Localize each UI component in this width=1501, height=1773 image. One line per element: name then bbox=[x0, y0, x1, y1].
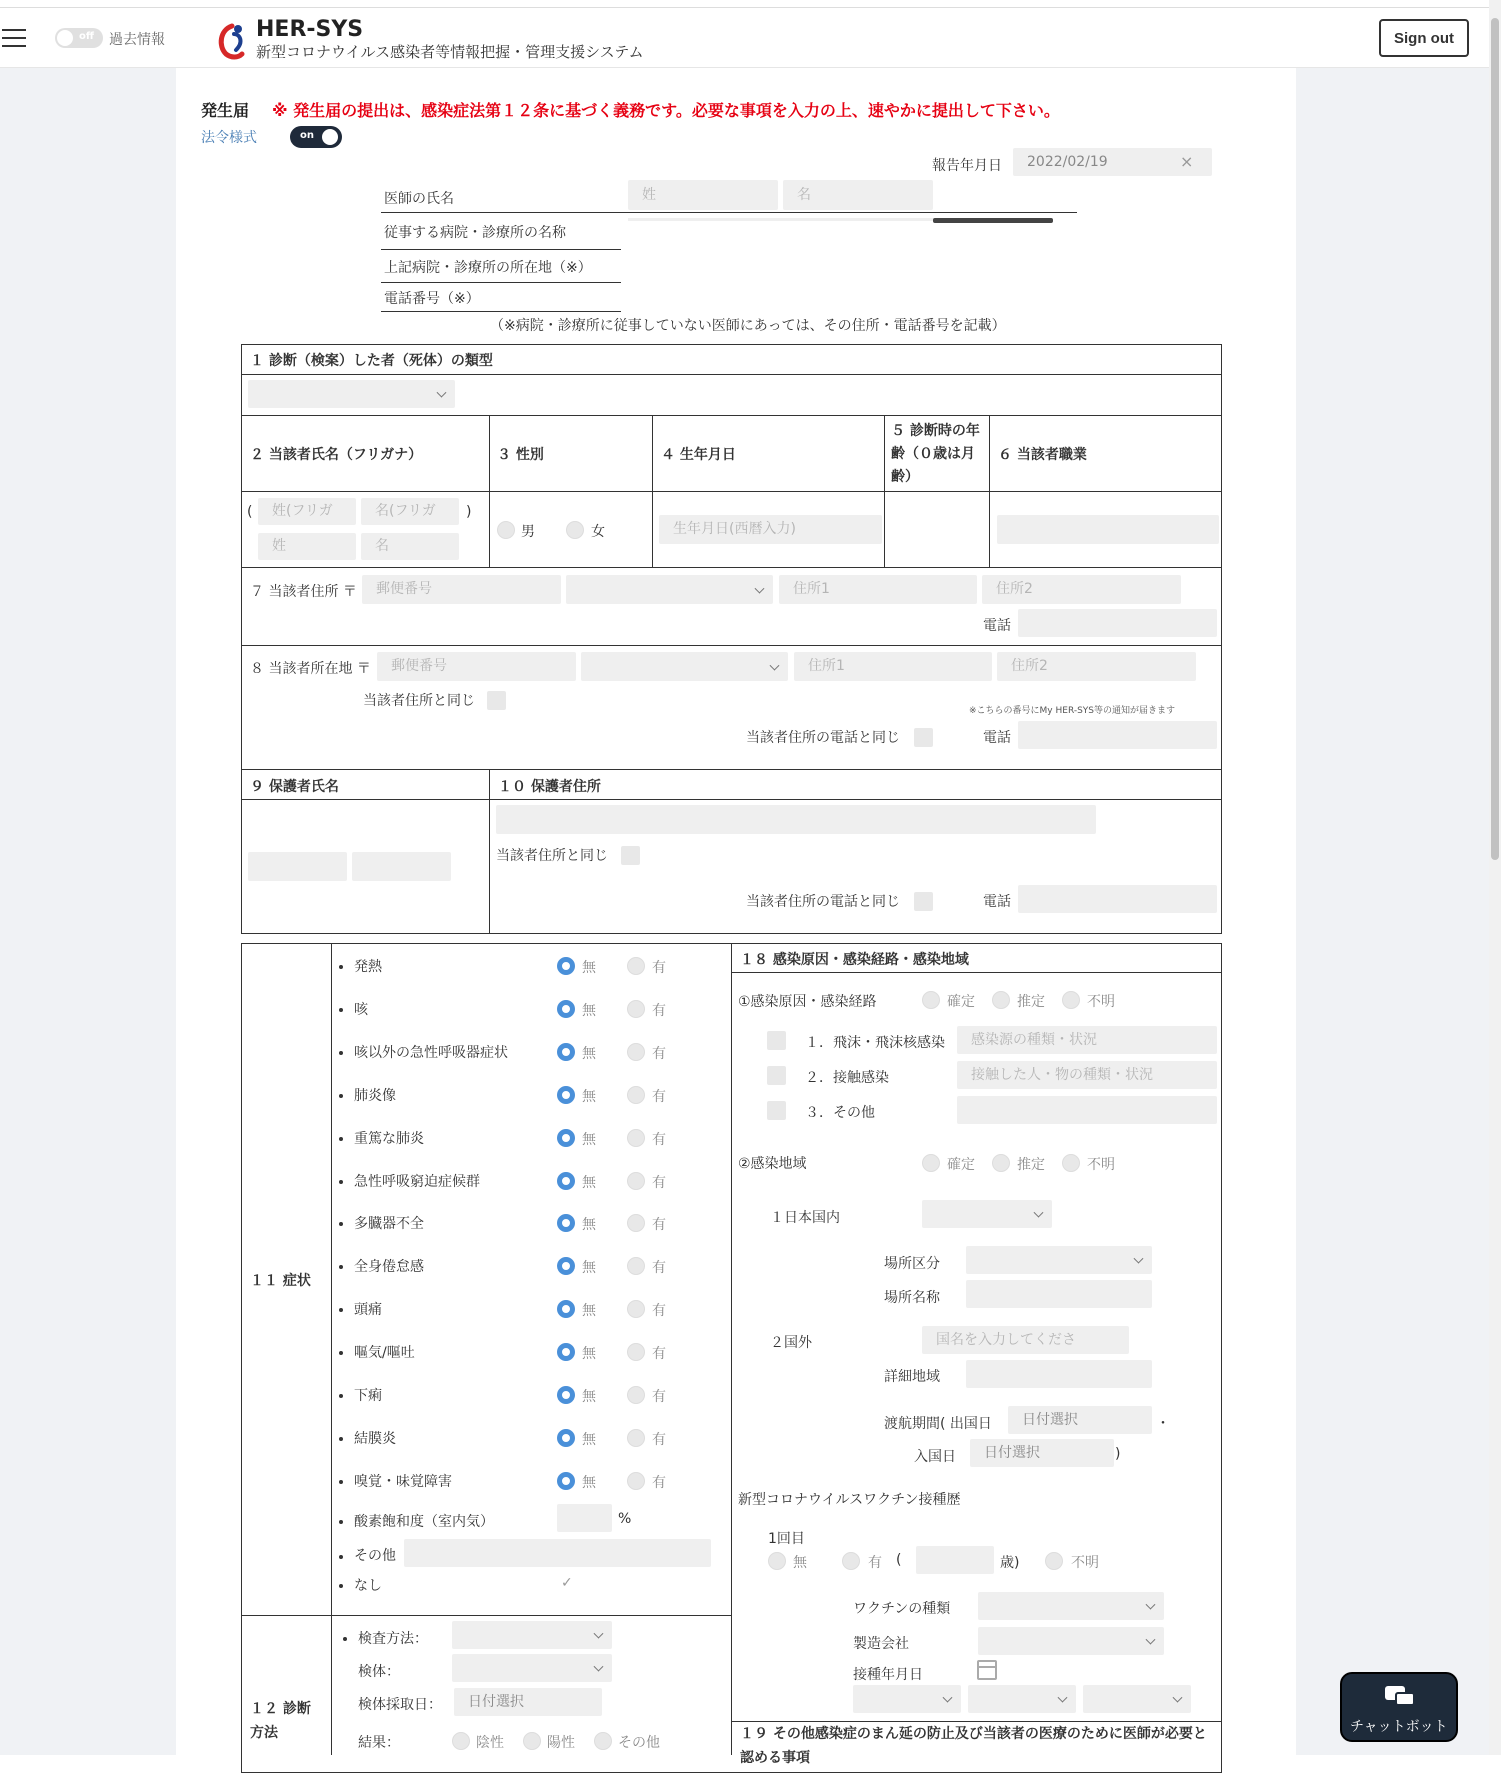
symptom-yes-label: 有 bbox=[652, 1003, 666, 1019]
first-dose-label: 1回目 bbox=[768, 1531, 805, 1547]
symptom-yes-label: 有 bbox=[652, 1260, 666, 1276]
toggle-off-label: off bbox=[79, 31, 94, 42]
form-title: 発生届 bbox=[201, 101, 250, 120]
overseas-label: ２国外 bbox=[770, 1335, 812, 1351]
infection-title: １８ 感染原因・感染経路・感染地域 bbox=[740, 952, 969, 968]
place-type-select[interactable] bbox=[966, 1246, 1152, 1274]
symptom-yes-radio[interactable] bbox=[627, 1000, 645, 1018]
symptom-yes-radio[interactable] bbox=[627, 1172, 645, 1190]
symptom-none-radio[interactable] bbox=[557, 957, 575, 975]
diagnosis-title: １２ 診断方法 bbox=[250, 1701, 311, 1741]
manufacturer-label: 製造会社 bbox=[853, 1636, 909, 1652]
specimen-label: 検体： bbox=[358, 1664, 400, 1680]
result-negative-radio[interactable] bbox=[452, 1732, 470, 1750]
past-info-label: 過去情報 bbox=[109, 32, 165, 48]
symptom-yes-radio[interactable] bbox=[627, 1129, 645, 1147]
route-estimated-radio[interactable] bbox=[992, 991, 1010, 1009]
vaccine-unknown-radio[interactable] bbox=[1045, 1552, 1063, 1570]
vaccine-age-suffix: 歳) bbox=[1000, 1555, 1020, 1571]
symptom-none-radio[interactable] bbox=[557, 1086, 575, 1104]
doctor-given-input[interactable]: 名 bbox=[783, 180, 933, 210]
symptom-yes-label: 有 bbox=[652, 1175, 666, 1191]
vaccination-date-label: 接種年月日 bbox=[853, 1667, 923, 1683]
result-label: 結果： bbox=[358, 1735, 400, 1751]
gender-male-radio[interactable] bbox=[497, 521, 515, 539]
symptom-yes-radio[interactable] bbox=[627, 1472, 645, 1490]
vaccine-type-select[interactable] bbox=[978, 1592, 1164, 1620]
legal-format-toggle[interactable]: on bbox=[290, 126, 342, 148]
guardian-same-phone-label: 当該者住所の電話と同じ bbox=[746, 894, 900, 910]
symptom-none-label: 無 bbox=[582, 1089, 596, 1105]
symptom-none-label: 無 bbox=[582, 1346, 596, 1362]
other-symptom-input[interactable] bbox=[404, 1539, 711, 1567]
route-other-label: ３．その他 bbox=[805, 1105, 875, 1121]
symptom-none-radio[interactable] bbox=[557, 1129, 575, 1147]
infection-route-label: ①感染原因・感染経路 bbox=[738, 994, 877, 1010]
route-unknown-radio[interactable] bbox=[1062, 991, 1080, 1009]
symptom-none-label: 無 bbox=[582, 1303, 596, 1319]
result-other-radio[interactable] bbox=[594, 1732, 612, 1750]
symptom-none-label: 無 bbox=[582, 1389, 596, 1405]
same-address-checkbox[interactable] bbox=[487, 691, 506, 710]
section3-label: ３ 性別 bbox=[497, 447, 544, 463]
symptom-none-label: 無 bbox=[582, 1003, 596, 1019]
menu-icon[interactable] bbox=[2, 29, 26, 47]
section4-label: ４ 生年月日 bbox=[661, 447, 736, 463]
symptom-label: 嘔気/嘔吐 bbox=[354, 1345, 415, 1361]
section8-label: ８ 当該者所在地 〒 bbox=[250, 661, 371, 677]
same-phone-checkbox[interactable] bbox=[914, 728, 933, 747]
symptoms-title: １１ 症状 bbox=[250, 1273, 311, 1289]
place-name-label: 場所名称 bbox=[884, 1290, 940, 1306]
symptom-yes-label: 有 bbox=[652, 1046, 666, 1062]
entry-date-label: 入国日 bbox=[914, 1449, 956, 1465]
symptom-label: 咳 bbox=[354, 1002, 368, 1018]
birthdate-input[interactable]: 生年月日(西暦入力) bbox=[659, 515, 882, 544]
detail-region-input[interactable] bbox=[966, 1360, 1152, 1388]
symptom-none-label: 無 bbox=[582, 1475, 596, 1491]
section5-label: ５ 診断時の年齢（０歳は月齢） bbox=[891, 423, 980, 485]
contact-input[interactable]: 接触した人・物の種類・状況 bbox=[957, 1061, 1217, 1089]
vaccine-yes-label: 有 bbox=[868, 1555, 882, 1571]
symptom-none-label: 無 bbox=[582, 1217, 596, 1233]
section7-label: ７ 当該者住所 〒 bbox=[250, 584, 357, 600]
no-symptom-check-icon[interactable]: ✓ bbox=[561, 1575, 573, 1591]
place-type-label: 場所区分 bbox=[884, 1256, 940, 1272]
section6-label: ６ 当該者職業 bbox=[998, 447, 1087, 463]
symptom-none-label: 無 bbox=[582, 960, 596, 976]
chatbot-label: チャットボット bbox=[1350, 1719, 1448, 1735]
guardian-same-phone-checkbox[interactable] bbox=[914, 892, 933, 911]
route-confirmed-label: 確定 bbox=[947, 994, 975, 1010]
contact-label: ２．接触感染 bbox=[805, 1070, 889, 1086]
symptom-none-radio[interactable] bbox=[557, 1300, 575, 1318]
chatbot-button[interactable] bbox=[1340, 1672, 1458, 1742]
doctor-name-label: 医師の氏名 bbox=[384, 191, 454, 207]
symptom-none-radio[interactable] bbox=[557, 1172, 575, 1190]
symptom-yes-radio[interactable] bbox=[627, 1257, 645, 1275]
symptom-yes-label: 有 bbox=[652, 1389, 666, 1405]
symptom-none-label: 無 bbox=[582, 1046, 596, 1062]
symptom-none-label: 無 bbox=[582, 1175, 596, 1191]
section19-label: １９ その他感染症のまん延の防止及び当該者の医療のために医師が必要と認める事項 bbox=[740, 1726, 1207, 1766]
doctor-note: （※病院・診療所に従事していない医師にあっては、その住所・電話番号を記載） bbox=[490, 318, 1006, 334]
vaccination-day-select[interactable] bbox=[1083, 1685, 1191, 1713]
route-other-checkbox[interactable] bbox=[767, 1101, 786, 1120]
location-phone-input[interactable] bbox=[1018, 721, 1217, 749]
doctor-surname-input[interactable]: 姓 bbox=[628, 180, 778, 210]
section1-label: １ 診断（検案）した者（死体）の類型 bbox=[250, 353, 493, 369]
same-phone-label: 当該者住所の電話と同じ bbox=[746, 730, 900, 746]
symptom-label: 急性呼吸窮迫症候群 bbox=[354, 1174, 480, 1190]
specimen-select[interactable] bbox=[452, 1654, 612, 1682]
kana-surname-input[interactable]: 姓(フリガ bbox=[258, 498, 356, 525]
vaccine-type-label: ワクチンの種類 bbox=[853, 1601, 951, 1617]
symptom-none-radio[interactable] bbox=[557, 1000, 575, 1018]
symptom-none-radio[interactable] bbox=[557, 1472, 575, 1490]
hospital-label: 従事する病院・診療所の名称 bbox=[384, 225, 566, 241]
travel-dot: ・ bbox=[1156, 1416, 1170, 1432]
vaccination-month-select[interactable] bbox=[968, 1685, 1076, 1713]
no-symptom-label: なし bbox=[354, 1578, 382, 1594]
location-phone-label: 電話 bbox=[983, 730, 1011, 746]
manufacturer-select[interactable] bbox=[978, 1627, 1164, 1655]
address1-input[interactable]: 住所1 bbox=[779, 575, 977, 604]
vaccine-yes-radio[interactable] bbox=[842, 1552, 860, 1570]
test-method-select[interactable] bbox=[452, 1621, 612, 1649]
spo2-percent: % bbox=[618, 1511, 632, 1527]
symptom-none-radio[interactable] bbox=[557, 1043, 575, 1061]
contact-checkbox[interactable] bbox=[767, 1066, 786, 1085]
region-estimated-label: 推定 bbox=[1017, 1157, 1045, 1173]
vaccine-none-label: 無 bbox=[793, 1555, 807, 1571]
same-address-label: 当該者住所と同じ bbox=[363, 693, 475, 709]
logo-icon bbox=[214, 20, 252, 62]
symptom-none-label: 無 bbox=[582, 1132, 596, 1148]
patient-surname-input[interactable]: 姓 bbox=[258, 533, 356, 560]
symptom-none-radio[interactable] bbox=[557, 1343, 575, 1361]
guardian-given-input[interactable] bbox=[352, 852, 451, 881]
address-phone-label: 電話 bbox=[983, 618, 1011, 634]
symptom-yes-radio[interactable] bbox=[627, 1343, 645, 1361]
detail-region-label: 詳細地域 bbox=[884, 1369, 940, 1385]
vaccine-unknown-label: 不明 bbox=[1071, 1555, 1099, 1571]
symptom-none-radio[interactable] bbox=[557, 1214, 575, 1232]
kana-given-input[interactable]: 名(フリガ bbox=[361, 498, 459, 525]
travel-close-paren: ) bbox=[1115, 1446, 1121, 1462]
location-address1-input[interactable]: 住所1 bbox=[794, 652, 992, 681]
symptom-yes-label: 有 bbox=[652, 1132, 666, 1148]
symptom-yes-radio[interactable] bbox=[627, 957, 645, 975]
symptom-yes-label: 有 bbox=[652, 1432, 666, 1448]
symptom-yes-label: 有 bbox=[652, 1346, 666, 1362]
section9-label: ９ 保護者氏名 bbox=[250, 779, 339, 795]
location-address2-input[interactable]: 住所2 bbox=[997, 652, 1196, 681]
spo2-input[interactable] bbox=[557, 1504, 612, 1532]
clear-date-icon[interactable]: × bbox=[1180, 152, 1194, 171]
guardian-address-input[interactable] bbox=[496, 805, 1096, 834]
address2-input[interactable]: 住所2 bbox=[982, 575, 1181, 604]
symptom-label: 嗅覚・味覚障害 bbox=[354, 1474, 452, 1490]
symptom-yes-radio[interactable] bbox=[627, 1086, 645, 1104]
gender-male-label: 男 bbox=[521, 524, 535, 540]
symptom-label: 下痢 bbox=[354, 1388, 382, 1404]
occupation-input[interactable] bbox=[997, 515, 1219, 544]
address-postal-input[interactable]: 郵便番号 bbox=[362, 575, 561, 604]
region-unknown-label: 不明 bbox=[1087, 1157, 1115, 1173]
route-unknown-label: 不明 bbox=[1087, 994, 1115, 1010]
patient-info-table bbox=[241, 344, 1222, 934]
domestic-label: １日本国内 bbox=[770, 1210, 840, 1226]
result-negative-label: 陰性 bbox=[476, 1735, 504, 1751]
location-prefecture-select[interactable] bbox=[581, 652, 788, 681]
report-date-input[interactable]: 2022/02/19 bbox=[1013, 148, 1212, 176]
report-date-label: 報告年月日 bbox=[932, 158, 1002, 174]
hospital-select-underline bbox=[628, 218, 934, 221]
guardian-surname-input[interactable] bbox=[248, 852, 347, 881]
symptom-yes-radio[interactable] bbox=[627, 1429, 645, 1447]
phone-label: 電話番号（※） bbox=[384, 291, 480, 307]
symptom-yes-radio[interactable] bbox=[627, 1043, 645, 1061]
symptom-yes-radio[interactable] bbox=[627, 1214, 645, 1232]
symptom-label: 咳以外の急性呼吸器症状 bbox=[354, 1045, 508, 1061]
section2-label: ２ 当該者氏名（フリガナ） bbox=[250, 447, 423, 463]
section10-label: １０ 保護者住所 bbox=[498, 779, 601, 795]
departure-date-input[interactable]: 日付選択 bbox=[1008, 1406, 1152, 1434]
symptom-label: 発熱 bbox=[354, 959, 382, 975]
infection-region-label: ②感染地域 bbox=[738, 1156, 807, 1172]
guardian-same-address-checkbox[interactable] bbox=[621, 846, 640, 865]
symptom-yes-label: 有 bbox=[652, 1303, 666, 1319]
vaccine-age-input[interactable] bbox=[916, 1546, 994, 1574]
symptom-label: 頭痛 bbox=[354, 1302, 382, 1318]
symptom-none-radio[interactable] bbox=[557, 1386, 575, 1404]
symptom-label: 結膜炎 bbox=[354, 1431, 396, 1447]
region-unknown-radio[interactable] bbox=[1062, 1154, 1080, 1172]
symptom-yes-radio[interactable] bbox=[627, 1386, 645, 1404]
symptom-none-radio[interactable] bbox=[557, 1429, 575, 1447]
symptom-yes-label: 有 bbox=[652, 1475, 666, 1491]
guardian-phone-input[interactable] bbox=[1018, 885, 1217, 913]
location-postal-input[interactable]: 郵便番号 bbox=[377, 652, 576, 681]
form-notice: ※ 発生届の提出は、感染症法第１２条に基づく義務です。必要な事項を入力の上、速やかに提出して下さい。 bbox=[272, 101, 1060, 120]
route-estimated-label: 推定 bbox=[1017, 994, 1045, 1010]
spo2-label: 酸素飽和度（室内気） bbox=[354, 1514, 494, 1530]
logo-title: HER-SYS bbox=[256, 17, 364, 42]
travel-period-label: 渡航期間( 出国日 bbox=[884, 1416, 992, 1432]
symptom-label: 肺炎像 bbox=[354, 1088, 396, 1104]
place-name-input[interactable] bbox=[966, 1280, 1152, 1308]
chat-bubble-icon bbox=[1385, 1684, 1417, 1708]
logo-subtitle: 新型コロナウイルス感染者等情報把握・管理支援システム bbox=[256, 43, 644, 61]
symptom-none-label: 無 bbox=[582, 1260, 596, 1276]
symptom-label: 全身倦怠感 bbox=[354, 1259, 424, 1275]
address-prefecture-select[interactable] bbox=[566, 575, 773, 604]
symptom-label: 重篤な肺炎 bbox=[354, 1131, 424, 1147]
vaccine-open-paren: ( bbox=[896, 1552, 902, 1568]
result-positive-radio[interactable] bbox=[523, 1732, 541, 1750]
result-positive-label: 陽性 bbox=[547, 1735, 575, 1751]
droplet-checkbox[interactable] bbox=[767, 1031, 786, 1050]
droplet-input[interactable]: 感染源の種類・状況 bbox=[957, 1026, 1217, 1054]
patient-given-input[interactable]: 名 bbox=[361, 533, 459, 560]
symptom-yes-label: 有 bbox=[652, 960, 666, 976]
top-header bbox=[0, 7, 1489, 68]
entry-date-input[interactable]: 日付選択 bbox=[970, 1439, 1114, 1467]
hospital-address-label: 上記病院・診療所の所在地（※） bbox=[384, 260, 592, 276]
route-other-input[interactable] bbox=[957, 1096, 1217, 1124]
address-phone-input[interactable] bbox=[1018, 609, 1217, 637]
test-method-label: 検査方法： bbox=[358, 1631, 428, 1647]
other-symptom-label: その他 bbox=[354, 1548, 396, 1564]
gender-female-label: 女 bbox=[591, 524, 605, 540]
domestic-select[interactable] bbox=[922, 1200, 1052, 1228]
symptom-none-radio[interactable] bbox=[557, 1257, 575, 1275]
vaccine-none-radio[interactable] bbox=[768, 1552, 786, 1570]
guardian-phone-label: 電話 bbox=[983, 894, 1011, 910]
legal-format-label: 法令様式 bbox=[201, 130, 257, 146]
gender-female-radio[interactable] bbox=[566, 521, 584, 539]
kana-open-paren: ( bbox=[247, 504, 253, 520]
calendar-icon[interactable] bbox=[977, 1660, 997, 1680]
sms-note: ※こちらの番号にMy HER-SYS等の通知が届きます bbox=[969, 706, 1176, 716]
vaccine-title: 新型コロナウイルスワクチン接種歴 bbox=[738, 1492, 961, 1508]
guardian-same-address-label: 当該者住所と同じ bbox=[496, 848, 608, 864]
symptom-yes-label: 有 bbox=[652, 1089, 666, 1105]
region-confirmed-radio[interactable] bbox=[922, 1154, 940, 1172]
result-other-label: その他 bbox=[618, 1735, 660, 1751]
symptom-none-label: 無 bbox=[582, 1432, 596, 1448]
sign-out-button[interactable]: Sign out bbox=[1379, 19, 1469, 57]
scrollbar-thumb[interactable] bbox=[1491, 18, 1499, 860]
vaccination-year-select[interactable] bbox=[853, 1685, 961, 1713]
past-info-toggle[interactable] bbox=[55, 28, 103, 48]
kana-close-paren: ) bbox=[466, 504, 472, 520]
droplet-label: １．飛沫・飛沫核感染 bbox=[805, 1035, 945, 1051]
region-estimated-radio[interactable] bbox=[992, 1154, 1010, 1172]
country-input[interactable]: 国名を入力してくださ bbox=[922, 1326, 1129, 1354]
collect-date-input[interactable]: 日付選択 bbox=[454, 1688, 602, 1716]
type-select[interactable] bbox=[248, 380, 455, 408]
symptom-yes-radio[interactable] bbox=[627, 1300, 645, 1318]
symptom-label: 多臓器不全 bbox=[354, 1216, 424, 1232]
region-confirmed-label: 確定 bbox=[947, 1157, 975, 1173]
route-confirmed-radio[interactable] bbox=[922, 991, 940, 1009]
symptom-yes-label: 有 bbox=[652, 1217, 666, 1233]
collect-date-label: 検体採取日： bbox=[358, 1697, 442, 1713]
